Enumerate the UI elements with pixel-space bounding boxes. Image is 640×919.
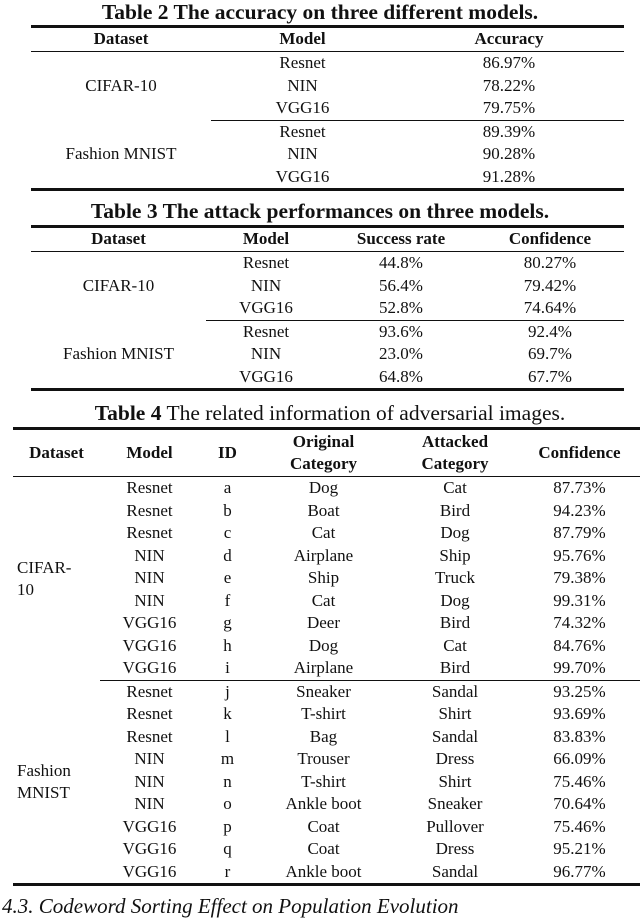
confidence-cell: 84.76% bbox=[553, 635, 606, 655]
id-cell: h bbox=[223, 635, 232, 655]
accuracy-cell: 90.28% bbox=[482, 144, 536, 163]
confidence-cell: 70.64% bbox=[553, 794, 606, 813]
confidence-cell: 87.79% bbox=[553, 523, 606, 542]
table-row bbox=[13, 477, 640, 500]
accuracy-cell: 86.97% bbox=[482, 53, 536, 72]
confidence-cell: 95.21% bbox=[553, 839, 606, 858]
original-cell: T-shirt bbox=[301, 704, 346, 723]
dataset-line2: 10 bbox=[17, 579, 34, 599]
id-cell: f bbox=[224, 590, 231, 610]
table2-group-cifar10 bbox=[31, 52, 624, 121]
id-cell: k bbox=[223, 704, 232, 723]
success-rate-cell: 44.8% bbox=[379, 253, 423, 272]
dataset-cell: Fashion MNIST bbox=[31, 320, 206, 390]
table-row bbox=[13, 657, 640, 680]
confidence-cell: 75.46% bbox=[553, 771, 606, 791]
header-id: ID bbox=[199, 429, 256, 477]
header-success-rate: Success rate bbox=[326, 227, 476, 252]
table3-group-cifar10 bbox=[31, 252, 624, 321]
table3-group-fashion-mnist bbox=[31, 320, 624, 390]
attacked-cell: Bird bbox=[439, 500, 471, 520]
confidence-cell: 74.64% bbox=[476, 297, 624, 320]
model-cell: Resnet bbox=[279, 121, 326, 141]
model-cell: NIN bbox=[250, 275, 282, 295]
model-cell: VGG16 bbox=[100, 861, 199, 885]
table2-group-fashion-mnist bbox=[31, 120, 624, 190]
model-cell: NIN bbox=[134, 794, 165, 813]
attacked-cell: Dress bbox=[435, 749, 475, 768]
table4-caption-label: Table 4 bbox=[94, 401, 162, 425]
header-model: Model bbox=[211, 27, 394, 52]
accuracy-cell: 78.22% bbox=[482, 75, 536, 95]
table4-header-row bbox=[13, 429, 640, 477]
table-row bbox=[13, 816, 640, 839]
table-row bbox=[31, 120, 624, 143]
attacked-cell: Sandal bbox=[431, 681, 479, 701]
model-cell: VGG16 bbox=[122, 839, 177, 858]
confidence-cell: 95.76% bbox=[553, 545, 606, 565]
header-original-category bbox=[256, 429, 391, 477]
model-cell: NIN bbox=[287, 75, 318, 95]
original-cell: Sneaker bbox=[296, 681, 351, 701]
model-cell: Resnet bbox=[126, 704, 173, 723]
accuracy-cell: 89.39% bbox=[482, 121, 536, 141]
header-model: Model bbox=[100, 429, 199, 477]
id-cell: r bbox=[199, 861, 256, 885]
confidence-cell: 83.83% bbox=[553, 726, 606, 746]
header-accuracy: Accuracy bbox=[394, 27, 624, 52]
model-cell: NIN bbox=[134, 749, 165, 768]
table3-header-row bbox=[31, 227, 624, 252]
original-cell: Ankle boot bbox=[256, 861, 391, 885]
id-cell: l bbox=[225, 726, 230, 746]
accuracy-cell: 79.75% bbox=[394, 97, 624, 120]
table4-adversarial-images bbox=[13, 427, 640, 886]
id-cell: b bbox=[223, 500, 232, 520]
dataset-line2: MNIST bbox=[17, 782, 70, 802]
header-model: Model bbox=[206, 227, 326, 252]
attacked-cell: Dog bbox=[440, 523, 470, 542]
original-cell: Dog bbox=[308, 478, 339, 497]
confidence-cell: 80.27% bbox=[523, 253, 577, 272]
attacked-cell: Sneaker bbox=[427, 794, 483, 813]
header-confidence: Confidence bbox=[476, 227, 624, 252]
original-cell: Trouser bbox=[297, 749, 350, 768]
table-row bbox=[13, 635, 640, 658]
model-cell: NIN bbox=[250, 344, 282, 363]
original-cell: Deer bbox=[306, 613, 341, 632]
confidence-cell: 99.31% bbox=[553, 590, 606, 610]
model-cell: NIN bbox=[134, 590, 165, 610]
original-cell: Cat bbox=[311, 590, 336, 610]
model-cell: VGG16 bbox=[206, 366, 326, 390]
table-row bbox=[13, 590, 640, 613]
attacked-cell: Pullover bbox=[426, 816, 484, 836]
table-row bbox=[13, 612, 640, 635]
attacked-cell: Shirt bbox=[438, 771, 472, 791]
table-row bbox=[13, 838, 640, 861]
table4-caption bbox=[10, 401, 640, 425]
header-dataset: Dataset bbox=[13, 429, 100, 477]
attacked-cell: Bird bbox=[439, 613, 471, 632]
table4-caption-text: The related information of adversarial images. bbox=[161, 401, 566, 425]
table-row bbox=[31, 320, 624, 343]
model-cell: VGG16 bbox=[122, 816, 177, 836]
table-row bbox=[13, 748, 640, 771]
confidence-cell: 69.7% bbox=[528, 344, 572, 363]
confidence-cell: 75.46% bbox=[553, 816, 606, 836]
attacked-cell: Sandal bbox=[431, 726, 479, 746]
section-heading: 4.3. Codeword Sorting Effect on Population Evolution bbox=[2, 894, 459, 918]
confidence-cell: 67.7% bbox=[476, 366, 624, 390]
header-attacked-line1: Attacked bbox=[421, 432, 489, 451]
table-row bbox=[13, 793, 640, 816]
id-cell: d bbox=[223, 545, 232, 565]
table-row bbox=[13, 500, 640, 523]
attacked-cell: Shirt bbox=[438, 704, 472, 723]
table3-caption: Table 3 The attack performances on three models. bbox=[90, 199, 550, 223]
model-cell: Resnet bbox=[126, 478, 173, 497]
confidence-cell: 74.32% bbox=[553, 613, 606, 632]
original-cell: Coat bbox=[307, 839, 340, 858]
table-row bbox=[13, 726, 640, 749]
table-row bbox=[31, 52, 624, 75]
header-original-line2: Category bbox=[289, 454, 358, 473]
original-cell: Airplane bbox=[293, 545, 354, 565]
id-cell: e bbox=[223, 568, 232, 587]
dataset-cell bbox=[13, 680, 100, 885]
model-cell: Resnet bbox=[126, 523, 173, 542]
model-cell: NIN bbox=[134, 568, 165, 587]
dataset-cell: Fashion MNIST bbox=[31, 120, 211, 190]
table4-group-cifar10 bbox=[13, 477, 640, 681]
dataset-cell bbox=[13, 477, 100, 681]
dataset-cell: CIFAR-10 bbox=[85, 75, 157, 95]
attacked-cell: Dog bbox=[440, 590, 470, 610]
id-cell: g bbox=[223, 613, 232, 632]
model-cell: VGG16 bbox=[122, 613, 177, 632]
table2-caption: Table 2 The accuracy on three different models. bbox=[101, 0, 539, 24]
attacked-cell: Ship bbox=[439, 545, 471, 565]
header-dataset: Dataset bbox=[31, 27, 211, 52]
table3-attack-performance bbox=[31, 225, 624, 391]
model-cell: VGG16 bbox=[211, 166, 394, 190]
original-cell: T-shirt bbox=[301, 771, 346, 791]
original-cell: Coat bbox=[307, 816, 340, 836]
model-cell: NIN bbox=[287, 144, 318, 163]
header-dataset: Dataset bbox=[31, 227, 206, 252]
attacked-cell: Bird bbox=[391, 657, 519, 680]
confidence-cell: 94.23% bbox=[553, 500, 606, 520]
model-cell: Resnet bbox=[126, 681, 173, 701]
id-cell: n bbox=[223, 771, 232, 791]
id-cell: o bbox=[223, 794, 232, 813]
model-cell: VGG16 bbox=[211, 97, 394, 120]
success-rate-cell: 93.6% bbox=[379, 321, 423, 341]
original-cell: Ship bbox=[307, 568, 340, 587]
original-cell: Dog bbox=[308, 635, 339, 655]
id-cell: q bbox=[223, 839, 232, 858]
table-row bbox=[13, 522, 640, 545]
model-cell: NIN bbox=[134, 545, 165, 565]
id-cell: a bbox=[223, 478, 232, 497]
table-row bbox=[13, 545, 640, 568]
model-cell: Resnet bbox=[126, 726, 173, 746]
confidence-cell: 79.38% bbox=[553, 568, 606, 587]
table-row bbox=[13, 771, 640, 794]
confidence-cell: 79.42% bbox=[523, 275, 577, 295]
table-row bbox=[31, 252, 624, 275]
confidence-cell: 92.4% bbox=[528, 321, 572, 341]
table-row bbox=[13, 861, 640, 885]
success-rate-cell: 23.0% bbox=[379, 344, 423, 363]
dataset-cell: CIFAR-10 bbox=[82, 275, 155, 295]
model-cell: Resnet bbox=[242, 253, 290, 272]
id-cell: m bbox=[220, 749, 235, 768]
original-cell: Boat bbox=[307, 500, 340, 520]
attacked-cell: Sandal bbox=[391, 861, 519, 885]
header-attacked-line2: Category bbox=[421, 454, 489, 473]
original-cell: Cat bbox=[311, 523, 336, 542]
original-cell: Airplane bbox=[256, 657, 391, 680]
model-cell: NIN bbox=[134, 771, 165, 791]
confidence-cell: 96.77% bbox=[519, 861, 640, 885]
confidence-cell: 66.09% bbox=[553, 749, 606, 768]
confidence-cell: 87.73% bbox=[553, 478, 606, 497]
model-cell: Resnet bbox=[242, 321, 290, 341]
table4-group-fashion-mnist bbox=[13, 680, 640, 885]
table2-header-row bbox=[31, 27, 624, 52]
attacked-cell: Truck bbox=[435, 568, 475, 587]
table-row bbox=[13, 567, 640, 590]
original-cell: Ankle boot bbox=[285, 794, 362, 813]
success-rate-cell: 64.8% bbox=[326, 366, 476, 390]
confidence-cell: 93.69% bbox=[553, 704, 606, 723]
model-cell: Resnet bbox=[126, 500, 173, 520]
attacked-cell: Cat bbox=[443, 635, 467, 655]
model-cell: Resnet bbox=[279, 53, 326, 72]
header-attacked-category bbox=[391, 429, 519, 477]
model-cell: VGG16 bbox=[100, 657, 199, 680]
table-row bbox=[13, 680, 640, 703]
original-cell: Bag bbox=[309, 726, 338, 746]
success-rate-cell: 52.8% bbox=[326, 297, 476, 320]
attacked-cell: Cat bbox=[443, 478, 467, 497]
id-cell: i bbox=[199, 657, 256, 680]
accuracy-cell: 91.28% bbox=[394, 166, 624, 190]
id-cell: j bbox=[225, 681, 230, 701]
dataset-line1: Fashion bbox=[17, 760, 71, 780]
model-cell: VGG16 bbox=[206, 297, 326, 320]
dataset-line1: CIFAR- bbox=[17, 557, 72, 577]
table-row bbox=[13, 703, 640, 726]
table2-accuracy bbox=[31, 25, 624, 191]
id-cell: p bbox=[223, 816, 232, 836]
header-confidence: Confidence bbox=[519, 429, 640, 477]
success-rate-cell: 56.4% bbox=[379, 275, 423, 295]
attacked-cell: Dress bbox=[435, 839, 475, 858]
model-cell: VGG16 bbox=[122, 635, 177, 655]
header-original-line1: Original bbox=[292, 432, 355, 451]
confidence-cell: 99.70% bbox=[519, 657, 640, 680]
id-cell: c bbox=[223, 523, 232, 542]
confidence-cell: 93.25% bbox=[553, 681, 606, 701]
